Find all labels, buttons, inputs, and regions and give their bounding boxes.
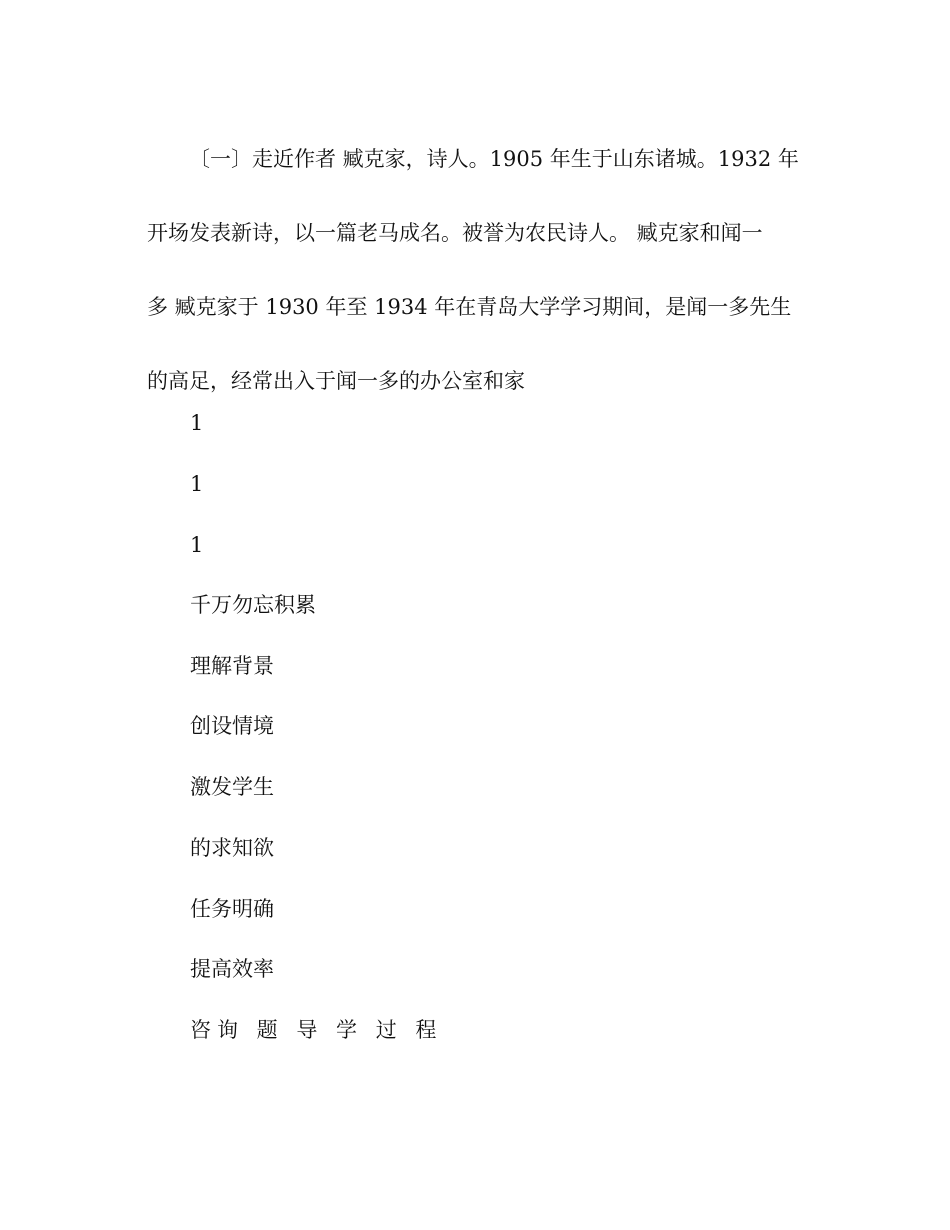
paragraph-line: 开场发表新诗，以一篇老马成名。被誉为农民诗人。 臧克家和闻一 xyxy=(147,221,763,245)
list-item: 1 xyxy=(190,411,204,435)
list-item: 提高效率 xyxy=(190,957,274,981)
list-item: 咨询 题 导 学 过 程 xyxy=(190,1018,443,1042)
paragraph-line: 的高足，经常出入于闻一多的办公室和家 xyxy=(147,369,525,393)
list-item: 创设情境 xyxy=(190,714,274,738)
intro-paragraph xyxy=(147,122,807,418)
list-item: 激发学生 xyxy=(190,775,274,799)
list-item: 任务明确 xyxy=(190,897,274,921)
list-item: 的求知欲 xyxy=(190,836,274,860)
list-item: 千万勿忘积累 xyxy=(190,593,316,617)
paragraph-line: 〔一〕走近作者 臧克家，诗人。1905 年生于山东诸城。1932 年 xyxy=(189,147,799,171)
paragraph-line: 多 臧克家于 1930 年至 1934 年在青岛大学学习期间，是闻一多先生 xyxy=(147,295,792,319)
list-item: 理解背景 xyxy=(190,654,274,678)
list-item: 1 xyxy=(190,533,204,557)
list-item: 1 xyxy=(190,472,204,496)
